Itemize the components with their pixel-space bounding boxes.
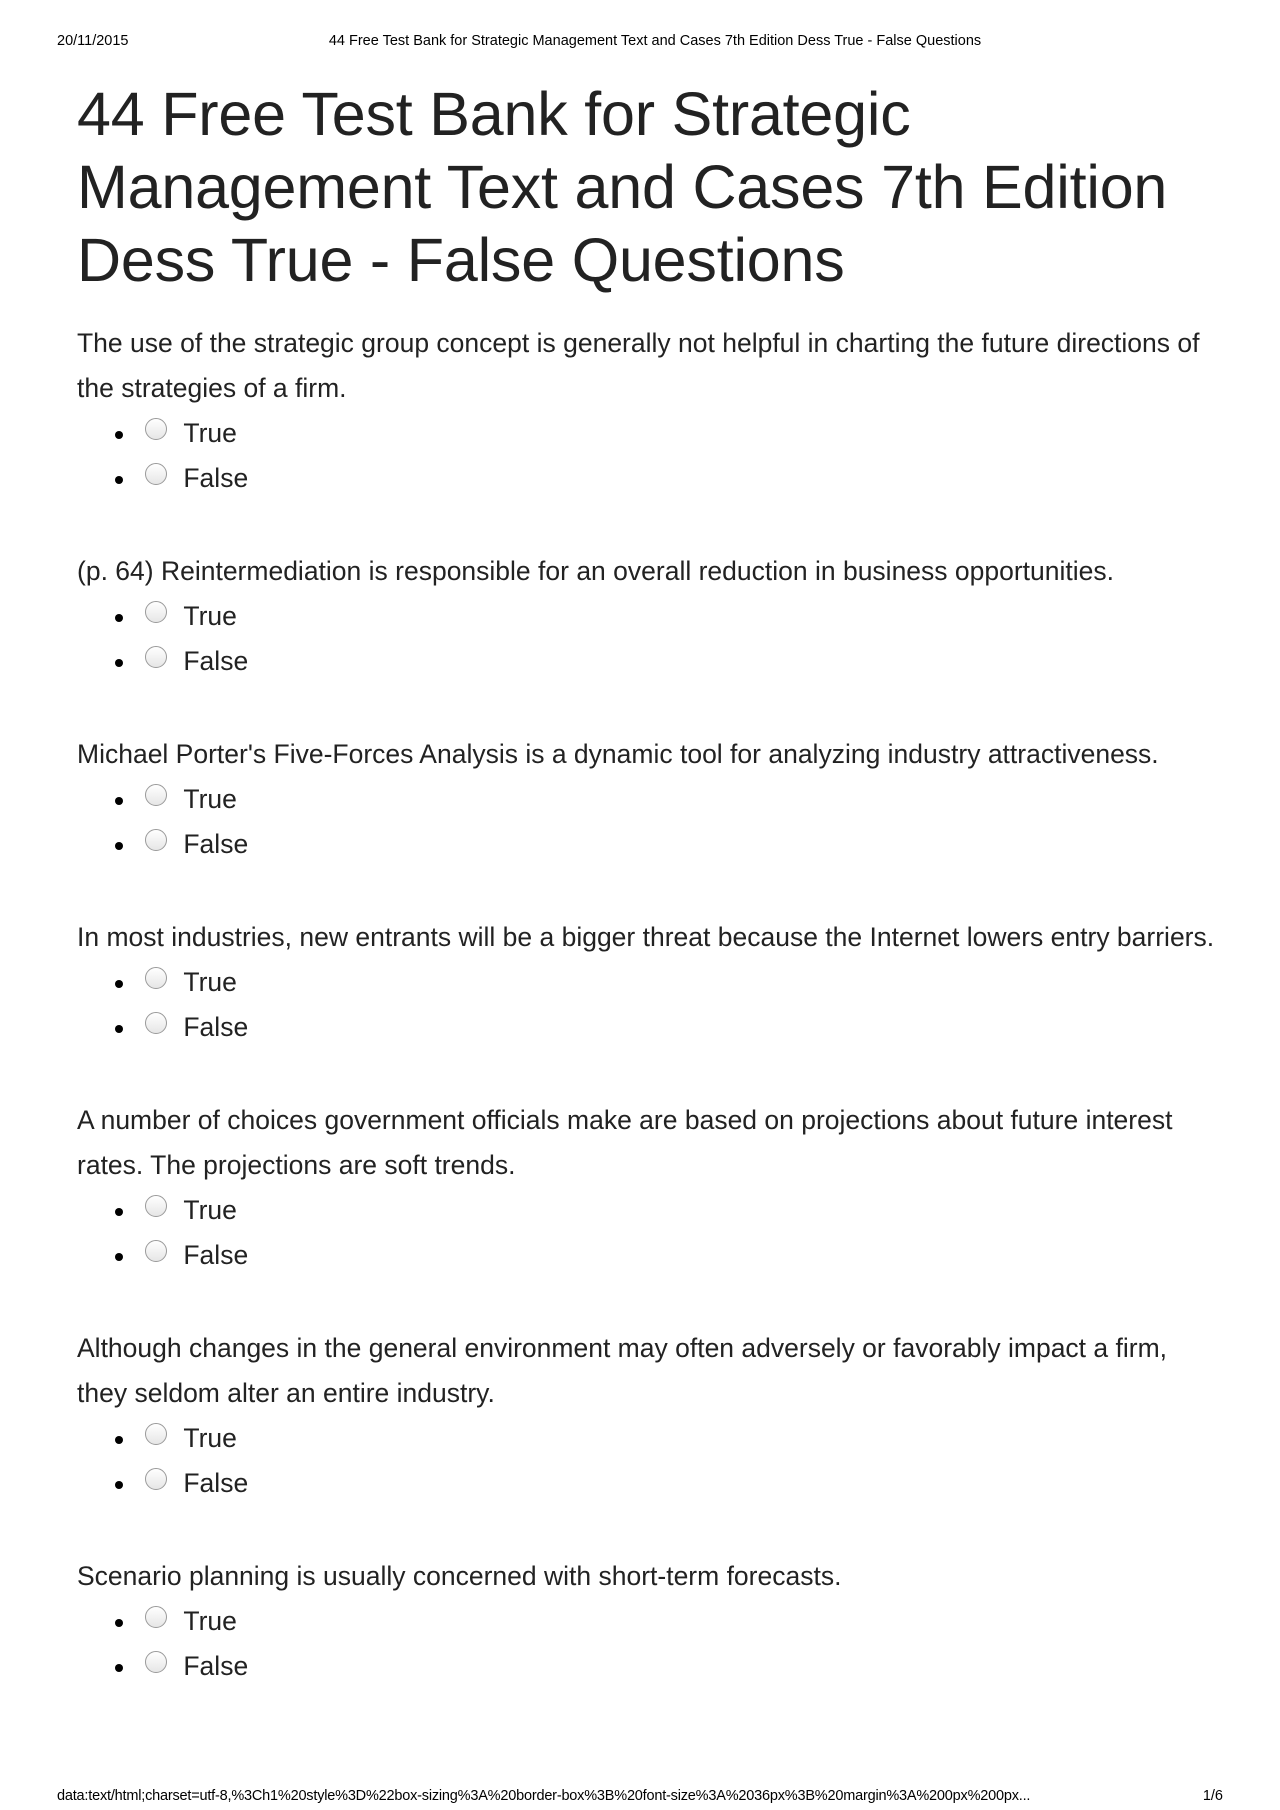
question (77, 549, 1217, 684)
bullet-icon (115, 1619, 123, 1627)
option-false (115, 1644, 1217, 1689)
option-label: True (183, 1195, 237, 1225)
page-title: 44 Free Test Bank for Strategic Management Text and Cases 7th Edition Dess True - False Questions (77, 80, 1168, 294)
bullet-icon (115, 797, 123, 805)
radio-button-true[interactable] (145, 418, 167, 440)
print-url: data:text/html;charset=utf-8,%3Ch1%20style%3D%22box-sizing%3A%20border-box%3B%20font-size%3A%2036px%3B%20margin%3A%200px%200px... (57, 1788, 1031, 1804)
option-true (115, 1416, 1217, 1461)
option-label: False (183, 1468, 249, 1498)
question-text: The use of the strategic group concept is generally not helpful in charting the future directions of the strategies of a firm. (77, 328, 1200, 403)
radio-button-true[interactable] (145, 784, 167, 806)
radio-button-false[interactable] (145, 829, 167, 851)
radio-button-true[interactable] (145, 1606, 167, 1628)
radio-button-true[interactable] (145, 1195, 167, 1217)
option-false (115, 639, 1217, 684)
option-false (115, 456, 1217, 501)
question-text: A number of choices government officials make are based on projections about future interest rates. The projections are soft trends. (77, 1105, 1173, 1180)
bullet-icon (115, 1436, 123, 1444)
option-label: False (183, 1240, 249, 1270)
option-true (115, 960, 1217, 1005)
answer-options (77, 1188, 1217, 1278)
option-label: False (183, 646, 249, 676)
answer-options (77, 1416, 1217, 1506)
option-false (115, 1461, 1217, 1506)
question (77, 1554, 1217, 1689)
option-true (115, 411, 1217, 456)
question (77, 915, 1217, 1050)
print-footer (57, 1788, 1223, 1806)
radio-button-false[interactable] (145, 646, 167, 668)
question (77, 321, 1217, 501)
radio-button-true[interactable] (145, 1423, 167, 1445)
bullet-icon (115, 1025, 123, 1033)
option-label: True (183, 1423, 237, 1453)
answer-options (77, 1599, 1217, 1689)
print-date: 20/11/2015 (57, 33, 129, 49)
question-text: In most industries, new entrants will be a bigger threat because the Internet lowers entry barriers. (77, 922, 1215, 952)
radio-button-true[interactable] (145, 967, 167, 989)
answer-options (77, 960, 1217, 1050)
question-text: Although changes in the general environment may often adversely or favorably impact a firm, they seldom alter an entire industry. (77, 1333, 1168, 1408)
answer-options (77, 411, 1217, 501)
option-true (115, 594, 1217, 639)
bullet-icon (115, 1253, 123, 1261)
bullet-icon (115, 476, 123, 484)
question-text: Michael Porter's Five-Forces Analysis is a dynamic tool for analyzing industry attractiveness. (77, 739, 1159, 769)
option-label: False (183, 1651, 249, 1681)
question-text: (p. 64) Reintermediation is responsible for an overall reduction in business opportunities. (77, 556, 1115, 586)
option-false (115, 1005, 1217, 1050)
option-label: False (183, 1012, 249, 1042)
radio-button-false[interactable] (145, 463, 167, 485)
option-label: True (183, 601, 237, 631)
option-false (115, 1233, 1217, 1278)
radio-button-false[interactable] (145, 1012, 167, 1034)
radio-button-false[interactable] (145, 1651, 167, 1673)
option-label: False (183, 829, 249, 859)
question (77, 732, 1217, 867)
page-number: 1/6 (1202, 1788, 1223, 1804)
option-true (115, 1599, 1217, 1644)
bullet-icon (115, 980, 123, 988)
bullet-icon (115, 1208, 123, 1216)
option-label: True (183, 1606, 237, 1636)
option-false (115, 822, 1217, 867)
question (77, 1326, 1217, 1506)
bullet-icon (115, 842, 123, 850)
option-label: True (183, 967, 237, 997)
question-text: Scenario planning is usually concerned with short-term forecasts. (77, 1561, 842, 1591)
bullet-icon (115, 1481, 123, 1489)
option-label: True (183, 418, 237, 448)
page-content (77, 78, 1217, 1737)
bullet-icon (115, 1664, 123, 1672)
answer-options (77, 777, 1217, 867)
print-doc-title: 44 Free Test Bank for Strategic Management Text and Cases 7th Edition Dess True - False Questions (328, 33, 982, 49)
radio-button-false[interactable] (145, 1468, 167, 1490)
answer-options (77, 594, 1217, 684)
option-label: False (183, 463, 249, 493)
bullet-icon (115, 431, 123, 439)
radio-button-false[interactable] (145, 1240, 167, 1262)
option-true (115, 1188, 1217, 1233)
print-header (57, 33, 1223, 51)
radio-button-true[interactable] (145, 601, 167, 623)
bullet-icon (115, 659, 123, 667)
bullet-icon (115, 614, 123, 622)
option-true (115, 777, 1217, 822)
question (77, 1098, 1217, 1278)
option-label: True (183, 784, 237, 814)
